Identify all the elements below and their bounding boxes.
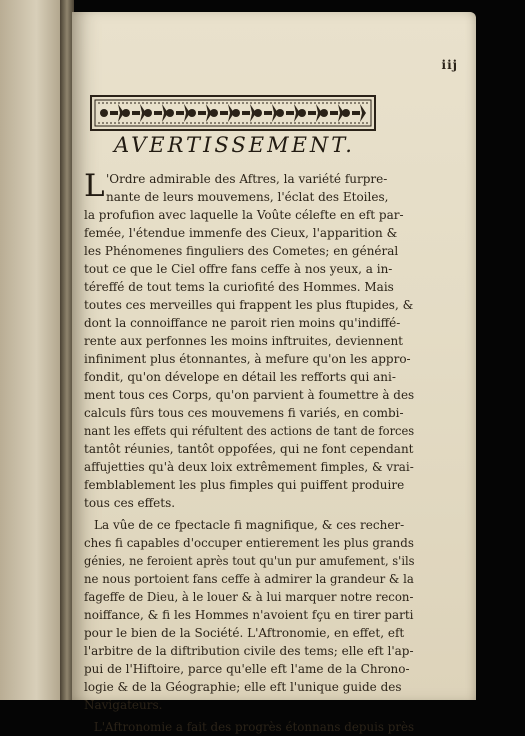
text-line: logie & de la Géographie; elle eft l'unique guide des xyxy=(84,680,402,694)
text-line: affujetties qu'à deux loix extrêmement fimples, & vrai- xyxy=(84,460,414,474)
drop-cap: L xyxy=(84,168,105,204)
text-line: rente aux perfonnes les moins inftruites, deviennent xyxy=(84,334,403,348)
text-line: femblablement les plus fimples qui puiffent produire xyxy=(84,478,405,492)
book-page xyxy=(72,12,476,734)
decorative-headpiece-ornament xyxy=(90,92,376,134)
text-line: tantôt réunies, tantôt oppofées, qui ne font cependant xyxy=(84,442,414,456)
text-line: Navigateurs. xyxy=(84,698,163,712)
text-line: infiniment plus étonnantes, à mefure qu'on les appro- xyxy=(84,352,411,366)
text-line: l'arbitre de la diftribution civile des tems; elle eft l'ap- xyxy=(84,644,414,658)
text-line: pour le bien de la Société. L'Aftronomie, en effet, eft xyxy=(84,626,405,640)
paragraph-2 xyxy=(84,516,414,714)
text-line: noiffance, & fi les Hommes n'avoient fçu en tirer parti xyxy=(84,608,414,622)
text-line: calculs fûrs tous ces mouvemens fi variés, en combi- xyxy=(84,406,404,420)
paragraph-1 xyxy=(84,170,414,512)
left-page-edge xyxy=(0,0,68,700)
page-number: iij xyxy=(441,58,458,72)
text-line: nante de leurs mouvemens, l'éclat des Etoiles, xyxy=(106,190,389,204)
text-line: 'Ordre admirable des Aftres, la variété furpre- xyxy=(106,172,388,186)
text-line: ches fi capables d'occuper entierement les plus grands xyxy=(84,536,414,550)
text-line: ment tous ces Corps, qu'on parvient à foumettre à des xyxy=(84,388,415,402)
text-line: les Phénomenes finguliers des Cometes; en général xyxy=(84,244,399,258)
paragraph-3 xyxy=(84,718,414,736)
text-line: tous ces effets. xyxy=(84,496,176,510)
text-line: nant les effets qui réfultent des actions de tant de forces xyxy=(84,424,415,438)
body-text xyxy=(84,170,414,736)
text-line: L'Aftronomie a fait des progrès étonnans depuis près xyxy=(93,720,415,734)
text-line: La vûe de ce fpectacle fi magnifique, & ces recher- xyxy=(94,518,405,532)
text-line: tout ce que le Ciel offre fans ceffe à nos yeux, a in- xyxy=(84,262,393,276)
text-line: téreffé de tout tems la curiofité des Hommes. Mais xyxy=(84,280,394,294)
text-line: dont la connoiffance ne paroit rien moins qu'indiffé- xyxy=(84,316,401,330)
text-line: fondit, qu'on dévelope en détail les refforts qui ani- xyxy=(84,370,396,384)
text-line: toutes ces merveilles qui frappent les plus ftupides, & xyxy=(84,298,414,312)
section-title: AVERTISSEMENT. xyxy=(114,133,355,157)
text-line: fageffe de Dieu, à le louer & à lui marquer notre recon- xyxy=(84,590,414,604)
text-line: génies, ne feroient après tout qu'un pur amufement, s'ils xyxy=(84,554,415,568)
text-line: femée, l'étendue immenfe des Cieux, l'apparition & xyxy=(84,226,398,240)
text-line: ne nous portoient fans ceffe à admirer la grandeur & la xyxy=(84,572,414,586)
text-line: la profufion avec laquelle la Voûte célefte en eft par- xyxy=(84,208,404,222)
text-line: pui de l'Hiftoire, parce qu'elle eft l'ame de la Chrono- xyxy=(84,662,410,676)
